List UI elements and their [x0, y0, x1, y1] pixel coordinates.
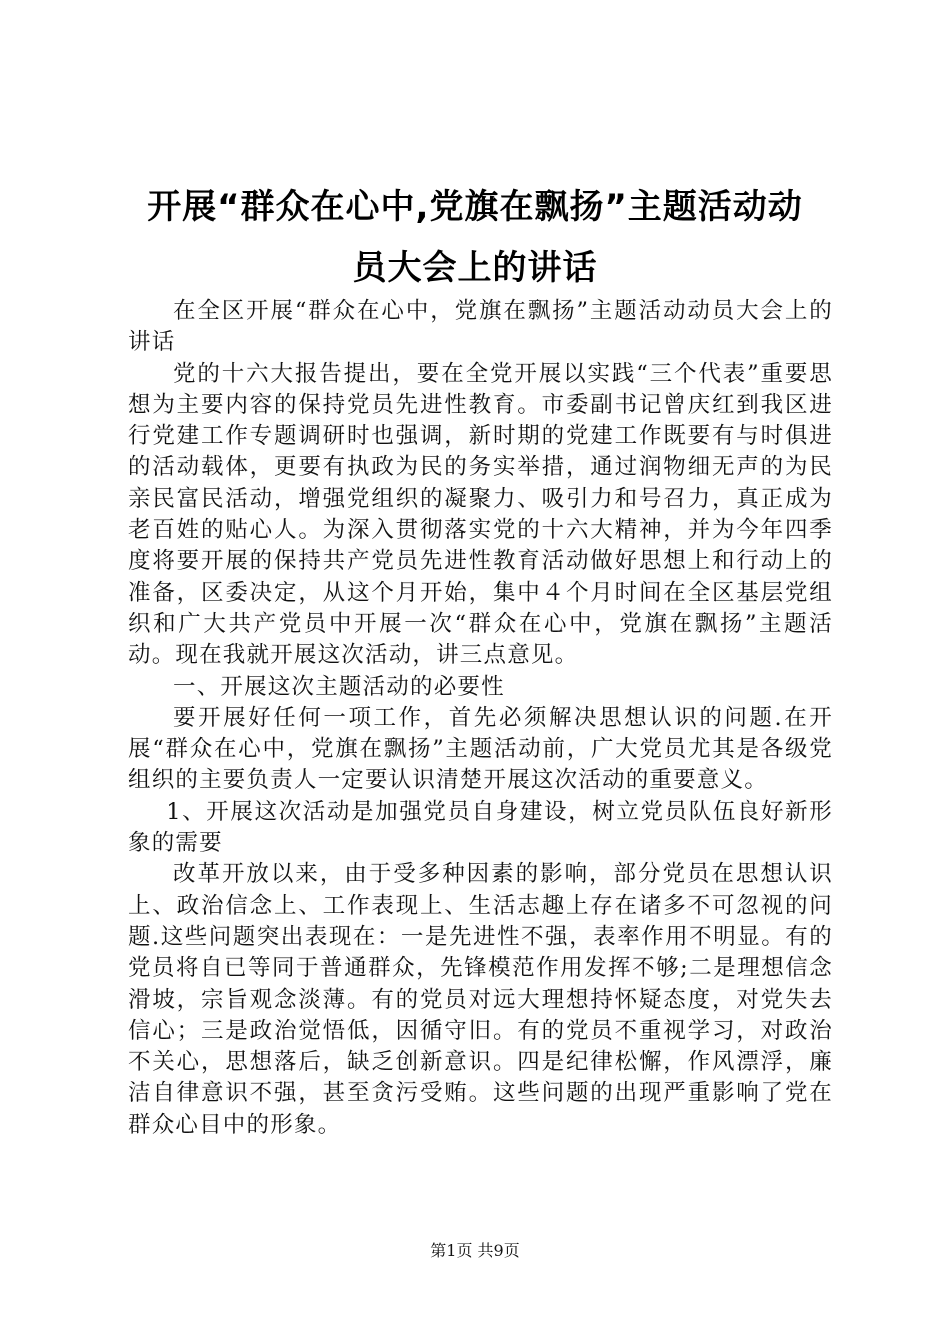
document-title-line-2: 员大会上的讲话	[352, 248, 598, 288]
page-footer: 第1页 共9页	[430, 1241, 520, 1260]
paragraph-subtitle: 在全区开展“群众在心中，党旗在飘扬”主题活动动员大会上的讲话	[128, 298, 833, 356]
subsection-heading-1: 1、开展这次活动是加强党员自身建设，树立党员队伍良好新形象的需要	[128, 798, 833, 857]
paragraph-section-1: 要开展好任何一项工作，首先必须解决思想认识的问题.在开展“群众在心中，党旗在飘扬”主题活动前，广大党员尤其是各级党组织的主要负责人一定要认识清楚开展这次活动的重要意义。	[128, 704, 833, 794]
section-heading-1: 一、开展这次主题活动的必要性	[173, 673, 505, 700]
paragraph-intro: 党的十六大报告提出，要在全党开展以实践“三个代表”重要思想为主要内容的保持党员先进性教育。市委副书记曾庆红到我区进行党建工作专题调研时也强调，新时期的党建工作既要有与时俱进的活动载体，更要有执政为民的务实举措，通过润物细无声的为民亲民富民活动，增强党组织的凝聚力、吸引力和号召力，真正成为老百姓的贴心人。为深入贯彻落实党的十六大精神，并为今年四季度将要开展的保持共产党员先进性教育活动做好思想上和行动上的准备，区委决定，从这个月开始，集中４个月时间在全区基层党组织和广大共产党员中开展一次“群众在心中，党旗在飘扬”主题活动。现在我就开展这次活动，讲三点意见。	[128, 360, 833, 669]
document-body	[128, 296, 833, 1141]
document-title-line-1: 开展“群众在心中,党旗在飘扬”主题活动动	[147, 187, 803, 227]
paragraph-subsection-1: 改革开放以来，由于受多种因素的影响，部分党员在思想认识上、政治信念上、工作表现上、生活志趣上存在诸多不可忽视的问题.这些问题突出表现在：一是先进性不强，表率作用不明显。有的党员将自已等同于普通群众，先锋模范作用发挥不够;二是理想信念滑坡，宗旨观念淡薄。有的党员对远大理想持怀疑态度，对党失去信心；三是政治觉悟低，因循守旧。有的党员不重视学习，对政治不关心，思想落后，缺乏创新意识。四是纪律松懈，作风漂浮，廉洁自律意识不强，甚至贪污受贿。这些问题的出现严重影响了党在群众心目中的形象。	[128, 861, 833, 1138]
